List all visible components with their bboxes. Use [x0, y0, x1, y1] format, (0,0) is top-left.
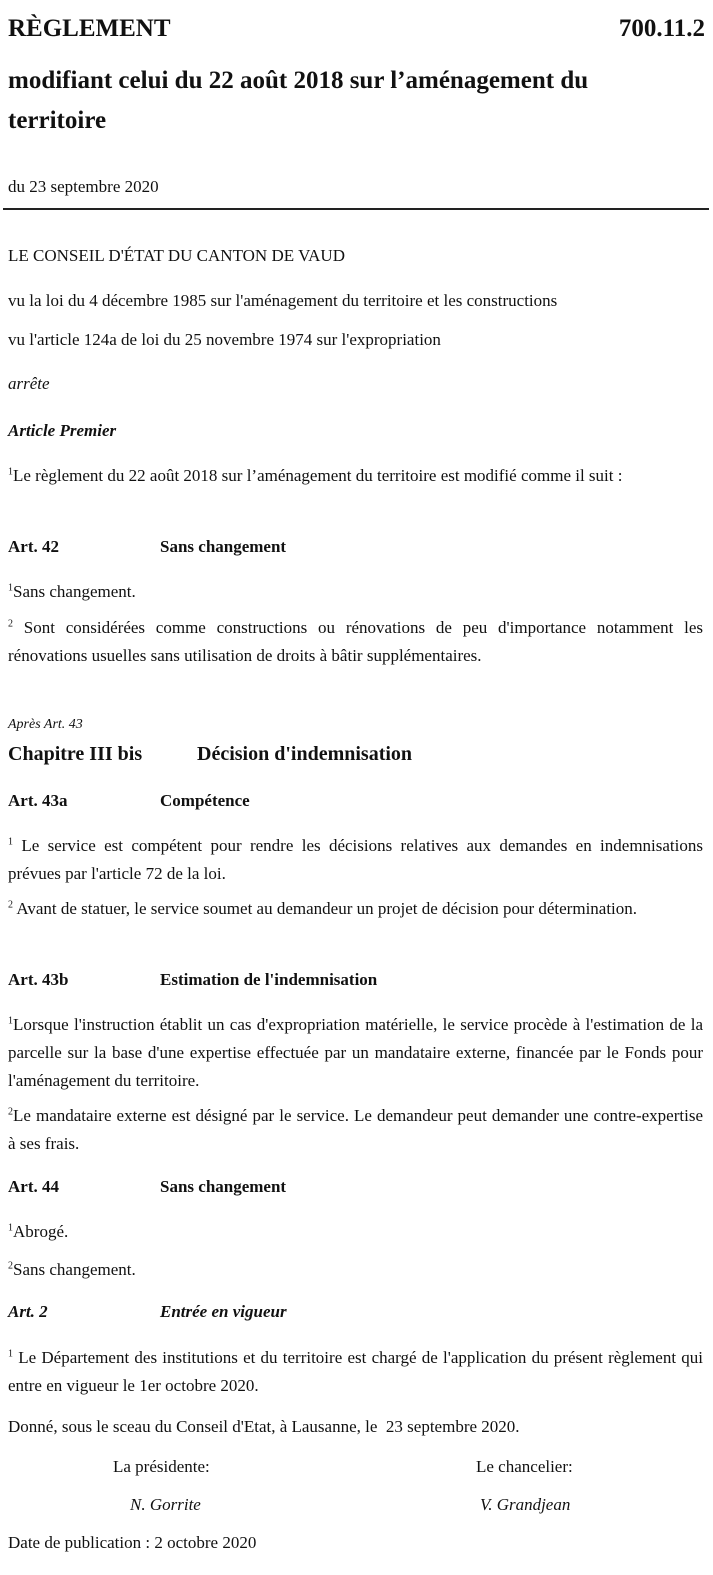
art43b-alinea-2 — [8, 1102, 703, 1158]
after-article-note: Après Art. 43 — [8, 717, 83, 732]
art42-alinea-1 — [8, 578, 703, 606]
alinea-number: 1 — [8, 582, 13, 594]
art43b-title: Estimation de l'indemnisation — [160, 970, 378, 989]
signature-left-name: N. Gorrite — [130, 1495, 201, 1514]
alinea-text: Sans changement. — [13, 1260, 136, 1279]
art42-title: Sans changement — [160, 537, 287, 556]
document-date: du 23 septembre 2020 — [8, 177, 159, 196]
signature-left-role: La présidente: — [113, 1457, 210, 1476]
alinea-number: 1 — [8, 1348, 13, 1360]
title-line-2: territoire — [8, 107, 107, 134]
art44-number: Art. 44 — [8, 1177, 59, 1196]
art43a-alinea-2 — [8, 895, 703, 923]
publication-date: Date de publication : 2 octobre 2020 — [8, 1533, 257, 1552]
art2-title: Entrée en vigueur — [160, 1302, 287, 1321]
art44-alinea-2 — [8, 1256, 703, 1284]
given-clause: Donné, sous le sceau du Conseil d'Etat, à Lausanne, le 23 septembre 2020. — [8, 1417, 520, 1436]
art43b-number: Art. 43b — [8, 970, 69, 989]
art2-alinea-1 — [8, 1344, 703, 1400]
alinea-text: Sont considérées comme constructions ou rénovations de peu d'importance notamment les rénovations usuelles sans utilisation de droits à bâtir supplémentaires. — [8, 618, 704, 665]
chapter-number: Chapitre III bis — [8, 743, 143, 765]
alinea-text: Lorsque l'instruction établit un cas d'expropriation matérielle, le service procède à l'estimation de la parcelle sur la base d'une expertise effectuée par un mandataire externe, financée par le Fonds pour l'aménagement du territoire. — [8, 1015, 703, 1090]
alinea-number: 2 — [8, 1106, 13, 1118]
art43b-alinea-1 — [8, 1011, 703, 1095]
alinea-text: Avant de statuer, le service soumet au demandeur un projet de décision pour détermination. — [16, 899, 638, 918]
alinea-number: 1 — [8, 466, 13, 478]
alinea-number: 1 — [8, 1222, 13, 1234]
art44-alinea-1 — [8, 1218, 703, 1246]
art42-alinea-2 — [8, 614, 703, 670]
article-premier-paragraph — [8, 462, 703, 490]
alinea-text: Le mandataire externe est désigné par le service. Le demandeur peut demander une contre-expertise à ses frais. — [8, 1106, 703, 1153]
art43a-title: Compétence — [160, 791, 250, 810]
chapter-title: Décision d'indemnisation — [197, 743, 413, 765]
arrete: arrête — [8, 374, 50, 393]
alinea-text: Le Département des institutions et du territoire est chargé de l'application du présent règlement qui entre en vigueur le 1er octobre 2020. — [8, 1348, 704, 1395]
alinea-text: Le service est compétent pour rendre les décisions relatives aux demandes en indemnisations prévues par l'article 72 de la loi. — [8, 836, 703, 883]
alinea-text: Le règlement du 22 août 2018 sur l’aménagement du territoire est modifié comme il suit : — [13, 466, 623, 485]
signature-right-role: Le chancelier: — [476, 1457, 573, 1476]
title-line-1: modifiant celui du 22 août 2018 sur l’aménagement du — [8, 67, 589, 94]
alinea-text: Sans changement. — [13, 582, 136, 601]
alinea-number: 2 — [8, 618, 13, 630]
document-type: RÈGLEMENT — [8, 15, 171, 42]
alinea-number: 1 — [8, 1015, 13, 1027]
considerant-2: vu l'article 124a de loi du 25 novembre 1974 sur l'expropriation — [8, 330, 441, 349]
article-premier-heading: Article Premier — [8, 421, 117, 440]
document-number: 700.11.2 — [618, 15, 705, 42]
alinea-number: 1 — [8, 836, 13, 848]
alinea-number: 2 — [8, 899, 13, 911]
art43a-alinea-1 — [8, 832, 703, 888]
art2-number: Art. 2 — [8, 1302, 48, 1321]
art43a-number: Art. 43a — [8, 791, 68, 810]
signature-right-name: V. Grandjean — [480, 1495, 571, 1514]
authority: LE CONSEIL D'ÉTAT DU CANTON DE VAUD — [8, 246, 345, 265]
alinea-text: Abrogé. — [13, 1222, 69, 1241]
header-divider — [3, 208, 709, 210]
alinea-number: 2 — [8, 1260, 13, 1272]
considerant-1: vu la loi du 4 décembre 1985 sur l'aménagement du territoire et les constructions — [8, 291, 558, 310]
art44-title: Sans changement — [160, 1177, 287, 1196]
art42-number: Art. 42 — [8, 537, 59, 556]
